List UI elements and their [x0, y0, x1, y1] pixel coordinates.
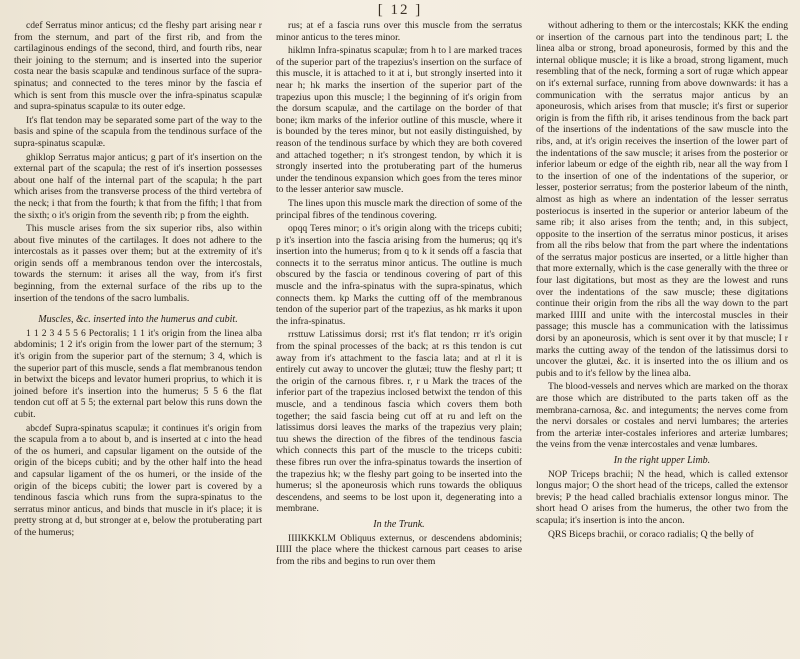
- section-heading: In the Trunk.: [373, 518, 425, 530]
- paragraph: QRS Biceps brachii, or coraco radialis; Q the belly of: [548, 528, 754, 540]
- page-number: [ 12 ]: [377, 2, 423, 18]
- paragraph: NOP Triceps brachii; N the head, which is called extensor longus major; O the short head of the triceps, called the extensor brevis; P the head called brachialis extensor longus minor. The short head O arises from the humerus, the other two from the scapula; it's insertion is into the ancon.: [536, 468, 788, 526]
- paragraph: 1 1 2 3 4 5 5 6 Pectoralis; 1 1 it's origin from the linea alba abdominis; 1 2 it's origin from the lower part of the sternum; 3 it's origin from the superior part of the sternum; 3 4, which is the superior part of this muscle, sends a flat membranous tendon in betwixt the biceps and levator humeri proprius, to which it is joined before it's insertion into the humerus; 5 5 6 the flat tendon cut off at 5 5; the external part below this runs down the cubit.: [14, 327, 262, 420]
- paragraph: abcdef Supra-spinatus scapulæ; it continues it's origin from the scapula from a to about b, and is inserted at c into the head of the os humeri, and capsular ligament on the outside of the origin of the biceps cubiti; and by the other half into the head and capsular ligament of the os humeri, or the inside of the origin of the biceps cubiti; the lower part is covered by a tendinous fascia which runs from the supra-spinatus to the serratus minor anticus, and binds that muscle in it's place; it is pretty strong at d, but stronger at e, below the protuberating part of the humerus;: [14, 422, 262, 538]
- section-heading: In the right upper Limb.: [613, 454, 711, 466]
- paragraph: The blood-vessels and nerves which are marked on the thorax are those which are distributed to the parts taken off as the membrana-carnosa, &c. and integuments; the nerves come from the nervi dorsales or costales and nervi lumbares; the arteries from the arteriæ inter-costales inferiores and arteriæ lumbares; the veins from the venæ intercostales and venæ lumbares.: [536, 381, 788, 451]
- paragraph: rus; at ef a fascia runs over this muscle from the serratus minor anticus to the teres minor.: [276, 20, 522, 43]
- text-column-left: [14, 20, 262, 539]
- paragraph: hiklmn Infra-spinatus scapulæ; from h to l are marked traces of the superior part of the trapezius's insertion on the surface of this muscle, it is attached to it at i, but strongly inserted into it near h; hk marks the insertion of the superior part of the trapezius upon this muscle; l the beginning of it's origin from the dorsum scapulæ, and the cartilage on the border of that bone; ikm marks of the inferior outline of this muscle, where it is bounded by the teres minor, but not easily distinguished, by reason of the tendinous surface by which they are both covered and attached together; n it's strongest tendon, by which it is strongly inserted into the protuberating part of the humerus under the tendinous expansion which goes from the teres minor to the lesser anterior saw muscle.: [276, 45, 522, 196]
- section-heading: Muscles, &c. inserted into the humerus and cubit.: [38, 314, 238, 326]
- paragraph: It's flat tendon may be separated some part of the way to the basis and spine of the scapula from the tendinous surface of the supra-spinatus scapulæ.: [14, 114, 262, 149]
- text-column-middle: [276, 20, 522, 567]
- paragraph: The lines upon this muscle mark the direction of some of the principal fibres of the tendinous covering.: [276, 197, 522, 221]
- paragraph: ghiklop Serratus major anticus; g part of it's insertion on the external part of the scapula; the rest of it's insertion possesses about one half of the internal part of the scapula; h the part which arises from the transverse process of the third vertebra of the neck; i that from the fourth; k that from the fifth; l that from the sixth; o it's origin from the seventh rib; p from the eighth.: [14, 151, 262, 221]
- paragraph: cdef Serratus minor anticus; cd the fleshy part arising near r from the sternum, and part of the first rib, and from the cartilaginous endings of the second, third, and fourth ribs, near their joining to the sternum; and is inserted into the superior costa near the basis scapulæ and tendinous surface of the supra-spinatus; and connected to the teres minor by the fascia ef which is sent from this muscle over the infra-spinatus scapulæ and supra-spinatus scapulæ to its outer edge.: [14, 20, 262, 113]
- paragraph: opqq Teres minor; o it's origin along with the triceps cubiti; p it's insertion into the fascia arising from the humerus; qq it's insertion into the humerus; from q to k it sends off a fascia that connects it to the serratus minor anticus. The outline is much obscured by the fascia or tendinous covering of part of this muscle and the infra-spinatus with the supra-spinatus, which connects them. kp Marks the cutting off of the membranous tendon of the superior part of the trapezius, as hk marks it upon the infra-spinatus.: [276, 223, 522, 327]
- paragraph: rrsttuw Latissimus dorsi; rrst it's flat tendon; rr it's origin from the spinal processes of the back; at rs this tendon is cut away from it's attachment to the fascia lata; and at rl it is entirely cut away to uncover the glutæi; ttuw the fleshy part; tt the origin of the carnous fibres. r, r u Mark the traces of the inferior part of the trapezius inclosed betwixt the tendon of this muscle, and a tendinous fascia which covers them both together; the said fascia being cut off at ru and left on the latissimus dorsi leaves the marks of the trapezius very plain; tuu shews the direction of the fibres of the tendinous fascia which connects this part of the muscle to the triceps cubiti: these fibres run over the infra-spinatus towards the insertion of the trapezius hk; w the fleshy part going to be inserted into the humerus; sl the aponeurosis which runs towards the obliquus descendens, and seems to be lost upon it, degenerating into a membrane.: [276, 329, 522, 515]
- paragraph: IIIIKKKLM Obliquus externus, or descendens abdominis; IIIII the place where the thickest carnous part ceases to arise from the ribs and begins to run over them: [276, 532, 522, 567]
- paragraph: This muscle arises from the six superior ribs, also within about five minutes of the cartilages. It does not adhere to the intercostals as it passes over them; but at the extremity of it's origin sends off a membranous tendon over the intercostals, towards the sternum: it arises all the way, from it's first beginning, from the external surface of the ribs up to the insertion of the tendons of the sacro lumbalis.: [14, 223, 262, 304]
- text-column-right: [536, 20, 788, 540]
- paragraph: without adhering to them or the intercostals; KKK the ending or insertion of the carnous part into the tendinous part; L the linea alba or strong, broad aponeurosis, formed by this and the internal oblique muscle; it is like a broad, strong ligament, much resembling that of the neck, forming a sort of rugæ which appear on it's external surface, running from above downwards: it has a communication with the serratus major anticus by an aponeurosis, which arises from that muscle; it's first or superior origin is from the fifth rib, it arises tendinous from the back part of the insertions of the indentations of the saw muscle into the ribs, and, at it's origin receives the insertion of the lower part of the indentations of the saw muscle; it arises from the posterior or inferior labeum or edge of the eighth rib, near all the way from I to the insertion of one of the indentations of the superior, or lesser, posterior serratus; from the posterior labeum of the ninth, almost as high as where an indentation of the lesser serratus posteriocus is inserted in the superior or anterior labeum of the same rib; it also arises from the tenth; and, in this subject, opposite to the insertion of the serratus minor posticus, it arises from all the ribs below that from the part where the indentations of the serratus major posticus are inserted, or a little higher than that more externally, which is the case generally with the three or four last digitations, but most as they are the lowest and runs over the indentations of the saw muscle; these digitations continue their origin from the ribs all the way down to the part marked IIIII and unite with the intercostal muscles in their passage; this muscle has a communication with the latissimus dorsi by an aponeurosis, which is sent over it by that muscle; I r marks the cutting away of the tendon of the latissimus dorsi to uncover the glutæi, &c. it is inserted into the os illium and os pubis and to it's fellow by the linea alba.: [536, 20, 788, 379]
